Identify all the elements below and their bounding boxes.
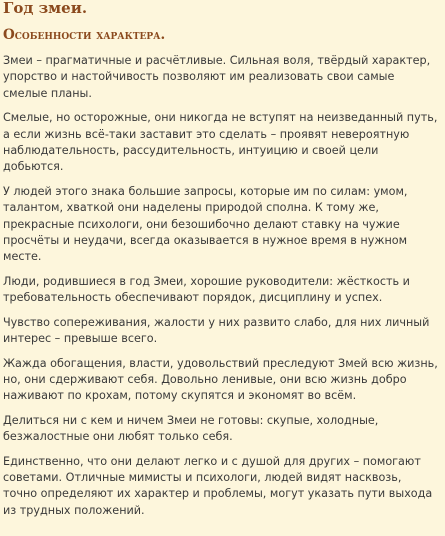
section-heading: Особенности характера. xyxy=(3,27,166,43)
paragraph-3: У людей этого знака большие запросы, которые им по силам: умом, талантом, хваткой они наделены природой сполна. К тому же, прекрасные психологи, они безошибочно делают ставку на чужие просчёты и неудачи, всегда оказывается в нужное время в нужном месте. xyxy=(3,184,408,264)
page-title: Год змеи. xyxy=(3,0,88,17)
paragraph-2: Смелые, но осторожные, они никогда не вступят на неизведанный путь, а если жизнь всё-таки заставит это сделать – проявят невероятную наблюдательность, рассудительность, интуицию и своей цели добьются. xyxy=(3,111,438,174)
paragraph-4: Люди, родившиеся в год Змеи, хорошие руководители: жёсткость и требовательность обеспечивают порядок, дисциплину и успех. xyxy=(3,274,410,305)
paragraph-8: Единственно, что они делают легко и с душой для других – помогают советами. Отличные мимисты и психологи, людей видят насквозь, точно определяют их характер и проблемы, могут указать пути выхода из трудных положений. xyxy=(3,454,433,517)
paragraph-6: Жажда обогащения, власти, удовольствий преследуют Змей всю жизнь, но, они сдерживают себя. Довольно ленивые, они всю жизнь добро наживают по крохам, потому скупятся и экономят во всём. xyxy=(3,356,438,403)
paragraph-5: Чувство сопереживания, жалости у них развито слабо, для них личный интерес – превыше всего. xyxy=(3,315,430,346)
paragraph-1: Змеи – прагматичные и расчётливые. Сильная воля, твёрдый характер, упорство и настойчивость позволяют им реализовать свои самые смелые планы. xyxy=(3,54,431,100)
paragraph-7: Делиться ни с кем и ничем Змеи не готовы: скупые, холодные, безжалостные они любят только себя. xyxy=(3,413,379,444)
